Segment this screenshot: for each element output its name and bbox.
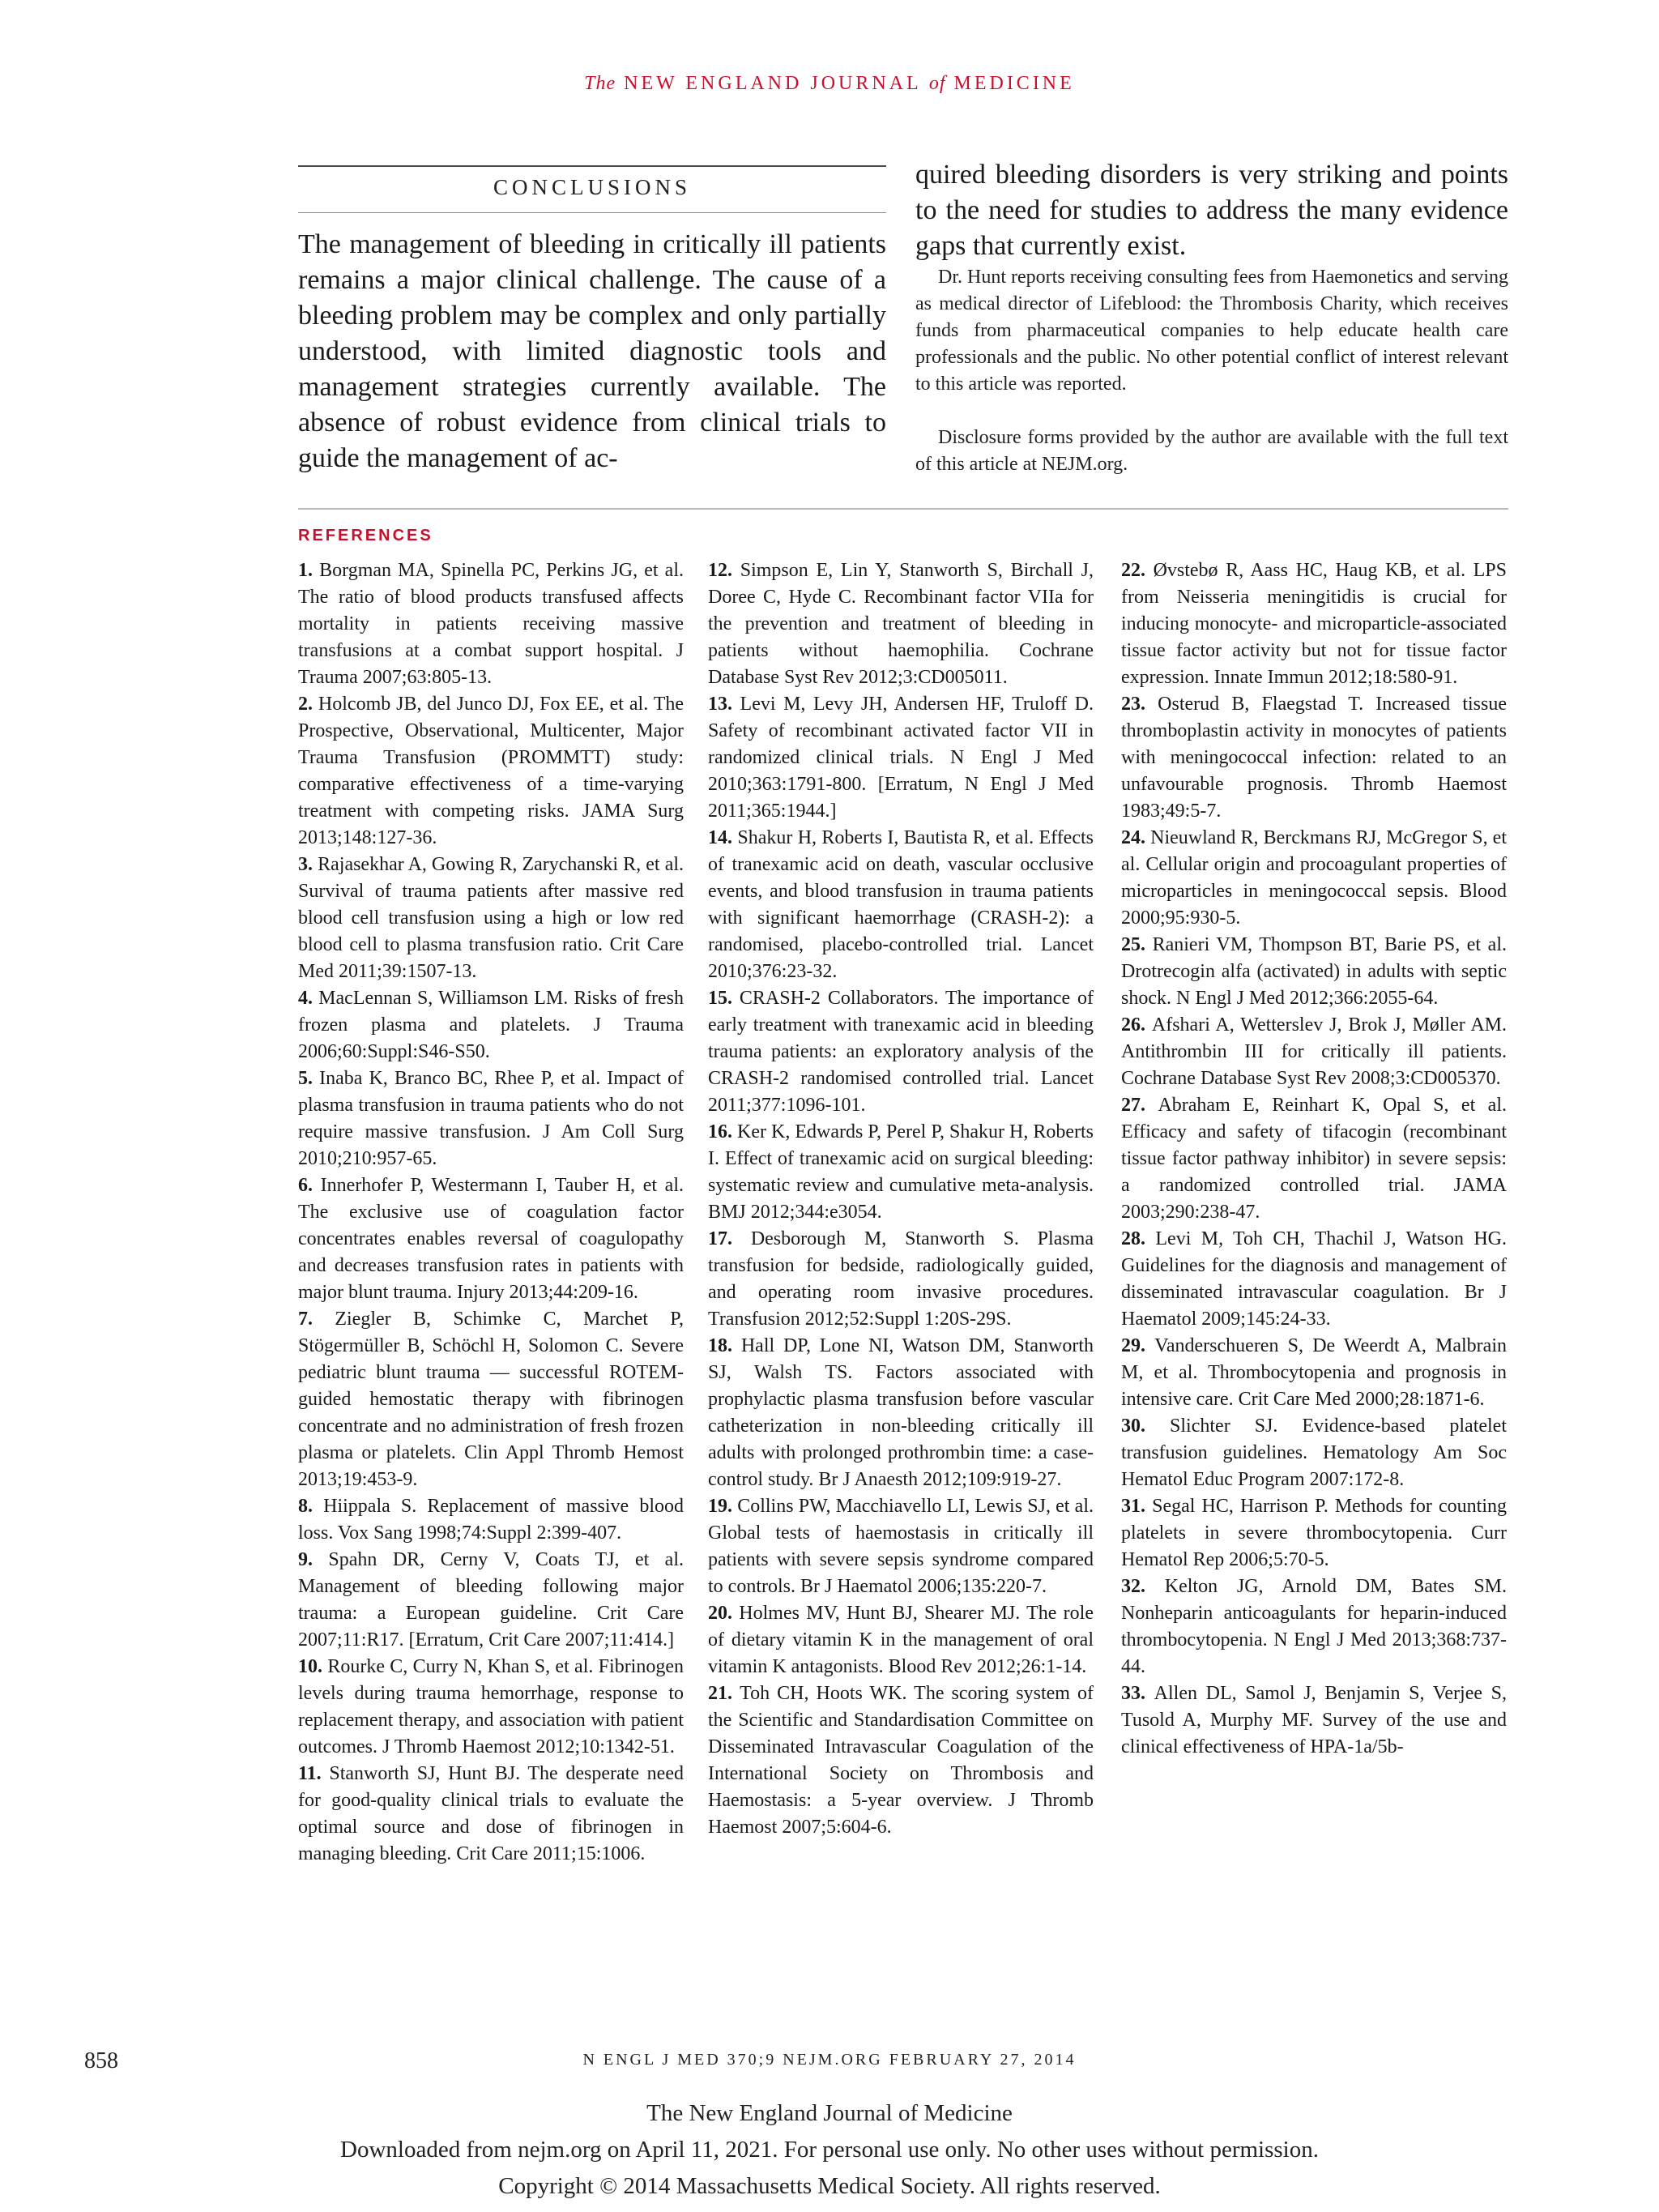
reference-text: Nieuwland R, Berckmans RJ, McGregor S, et al. Cellular origin and procoagulant properties of microparticles in meningococcal sepsis. Blood 2000;95:930-5. — [1121, 827, 1507, 929]
reference-item — [708, 1333, 1094, 1493]
reference-number: 23. — [1121, 694, 1158, 715]
reference-item — [1121, 825, 1507, 932]
reference-number: 33. — [1121, 1683, 1154, 1704]
reference-number: 19. — [708, 1496, 738, 1517]
reference-item — [708, 825, 1094, 985]
reference-number: 11. — [298, 1763, 330, 1784]
reference-text: Inaba K, Branco BC, Rhee P, et al. Impact of plasma transfusion in trauma patients who do not require massive transfusion. J Am Coll Surg 2010;210:957-65. — [298, 1068, 684, 1169]
reference-number: 6. — [298, 1175, 321, 1196]
reference-item — [298, 985, 684, 1065]
reference-item — [708, 1119, 1094, 1226]
reference-number: 27. — [1121, 1095, 1158, 1116]
reference-text: Hall DP, Lone NI, Watson DM, Stanworth SJ, Walsh TS. Factors associated with prophylactic plasma transfusion before vascular catheterization in non-bleeding critically ill adults with prolonged prothrombin time: a case-control study. Br J Anaesth 2012;109:919-27. — [708, 1335, 1094, 1490]
reference-item — [708, 691, 1094, 825]
download-notice: Downloaded from nejm.org on April 11, 2021. For personal use only. No other uses without permission. — [340, 2137, 1319, 2163]
reference-number: 13. — [708, 694, 740, 715]
reference-number: 9. — [298, 1549, 329, 1570]
reference-text: Allen DL, Samol J, Benjamin S, Verjee S, Tusold A, Murphy MF. Survey of the use and clinical effectiveness of HPA-1a/5b- — [1121, 1683, 1507, 1757]
reference-number: 1. — [298, 560, 320, 581]
reference-number: 5. — [298, 1068, 320, 1089]
reference-text: Afshari A, Wetterslev J, Brok J, Møller AM. Antithrombin III for critically ill patients. Cochrane Database Syst Rev 2008;3:CD005370. — [1121, 1014, 1507, 1089]
reference-text: Hiippala S. Replacement of massive blood loss. Vox Sang 1998;74:Suppl 2:399-407. — [298, 1496, 684, 1544]
reference-number: 18. — [708, 1335, 741, 1356]
disclosure-conflict: Dr. Hunt reports receiving consulting fees from Haemonetics and serving as medical director of Lifeblood: the Thrombosis Charity, which receives funds from pharmaceutical companies to help educate health care professionals and the public. No other potential conflict of interest relevant to this article was reported. — [915, 267, 1508, 395]
reference-text: Ranieri VM, Thompson BT, Barie PS, et al. Drotrecogin alfa (activated) in adults with septic shock. N Engl J Med 2012;366:2055-64. — [1121, 934, 1507, 1009]
reference-text: Stanworth SJ, Hunt BJ. The desperate need for good-quality clinical trials to evaluate the optimal source and dose of fibrinogen in managing bleeding. Crit Care 2011;15:1006. — [298, 1763, 684, 1864]
conclusions-top-rule — [298, 165, 886, 167]
reference-text: Ker K, Edwards P, Perel P, Shakur H, Roberts I. Effect of tranexamic acid on surgical bleeding: systematic review and cumulative meta-analysis. BMJ 2012;344:e3054. — [708, 1121, 1094, 1223]
reference-text: Levi M, Levy JH, Andersen HF, Truloff D. Safety of recombinant activated factor VII in randomized clinical trials. N Engl J Med 2010;363:1791-800. [Erratum, N Engl J Med 2011;365:1944.] — [708, 694, 1094, 822]
reference-item — [298, 1493, 684, 1547]
reference-item — [708, 1600, 1094, 1680]
reference-text: Borgman MA, Spinella PC, Perkins JG, et al. The ratio of blood products transfused affects mortality in patients receiving massive transfusions at a combat support hospital. J Trauma 2007;63:805-13. — [298, 560, 684, 688]
reference-text: Øvstebø R, Aass HC, Haug KB, et al. LPS from Neisseria meningitidis is crucial for inducing monocyte- and microparticle-associated tissue factor activity but not for tissue factor expression. Innate Immun 2012;18:580-91. — [1121, 560, 1507, 688]
conclusions-heading: CONCLUSIONS — [493, 175, 692, 199]
reference-item — [708, 557, 1094, 691]
copyright-notice: Copyright © 2014 Massachusetts Medical Society. All rights reserved. — [498, 2173, 1161, 2199]
reference-item — [298, 852, 684, 985]
journal-citation: N ENGL J MED 370;9 NEJM.ORG FEBRUARY 27, 2014 — [582, 2051, 1077, 2069]
disclosure-forms: Disclosure forms provided by the author are available with the full text of this article at NEJM.org. — [915, 427, 1508, 475]
reference-number: 4. — [298, 988, 319, 1009]
reference-item — [298, 691, 684, 852]
reference-text: CRASH-2 Collaborators. The importance of early treatment with tranexamic acid in bleeding trauma patients: an exploratory analysis of the CRASH-2 randomised controlled trial. Lancet 2011;377:1096-101. — [708, 988, 1094, 1116]
reference-number: 7. — [298, 1309, 335, 1330]
reference-number: 21. — [708, 1683, 740, 1704]
reference-text: Slichter SJ. Evidence-based platelet transfusion guidelines. Hematology Am Soc Hematol Educ Program 2007:172-8. — [1121, 1416, 1507, 1490]
masthead-journal-a: NEW ENGLAND JOURNAL — [624, 73, 921, 94]
masthead-of: of — [928, 73, 946, 94]
reference-item — [1121, 1680, 1507, 1761]
reference-item — [1121, 691, 1507, 825]
reference-item — [1121, 1493, 1507, 1574]
reference-text: Holmes MV, Hunt BJ, Shearer MJ. The role of dietary vitamin K in the management of oral vitamin K antagonists. Blood Rev 2012;26:1-14. — [708, 1603, 1094, 1677]
reference-text: Ziegler B, Schimke C, Marchet P, Stögermüller B, Schöchl H, Solomon C. Severe pediatric blunt trauma — successful ROTEM-guided hemostatic therapy with fibrinogen concentrate and no administration of fresh frozen plasma or platelets. Clin Appl Thromb Hemost 2013;19:453-9. — [298, 1309, 684, 1490]
reference-text: Kelton JG, Arnold DM, Bates SM. Nonheparin anticoagulants for heparin-induced thrombocytopenia. N Engl J Med 2013;368:737-44. — [1121, 1576, 1507, 1677]
reference-text: Rourke C, Curry N, Khan S, et al. Fibrinogen levels during trauma hemorrhage, response to replacement therapy, and association with patient outcomes. J Thromb Haemost 2012;10:1342-51. — [298, 1656, 684, 1757]
reference-item — [298, 1306, 684, 1493]
reference-item — [708, 1226, 1094, 1333]
reference-item — [1121, 1574, 1507, 1680]
reference-text: Simpson E, Lin Y, Stanworth S, Birchall J, Doree C, Hyde C. Recombinant factor VIIa for the prevention and treatment of bleeding in patients without haemophilia. Cochrane Database Syst Rev 2012;3:CD005011. — [708, 560, 1094, 688]
reference-number: 28. — [1121, 1228, 1156, 1249]
reference-number: 15. — [708, 988, 740, 1009]
masthead-journal-b: MEDICINE — [953, 73, 1075, 94]
reference-text: Shakur H, Roberts I, Bautista R, et al. Effects of tranexamic acid on death, vascular occlusive events, and blood transfusion in trauma patients with significant haemorrhage (CRASH-2): a randomised, placebo-controlled trial. Lancet 2010;376:23-32. — [708, 827, 1094, 982]
reference-number: 20. — [708, 1603, 740, 1624]
reference-text: Rajasekhar A, Gowing R, Zarychanski R, et al. Survival of trauma patients after massive red blood cell transfusion using a high or low red blood cell to plasma transfusion ratio. Crit Care Med 2011;39:1507-13. — [298, 854, 684, 982]
reference-item — [1121, 1413, 1507, 1493]
download-journal-name: The New England Journal of Medicine — [646, 2100, 1013, 2126]
conclusions-bottom-rule — [298, 212, 886, 213]
reference-number: 25. — [1121, 934, 1153, 955]
reference-text: Desborough M, Stanworth S. Plasma transfusion for bedside, radiologically guided, and operating room invasive procedures. Transfusion 2012;52:Suppl 1:20S-29S. — [708, 1228, 1094, 1330]
reference-item — [298, 1761, 684, 1868]
masthead-the: The — [584, 73, 616, 94]
reference-text: Spahn DR, Cerny V, Coats TJ, et al. Management of bleeding following major trauma: a European guideline. Crit Care 2007;11:R17. [Erratum, Crit Care 2007;11:414.] — [298, 1549, 684, 1650]
reference-item — [1121, 1226, 1507, 1333]
conclusions-text-left: The management of bleeding in critically ill patients remains a major clinical challenge. The cause of a bleeding problem may be complex and only partially understood, with limited diagnostic tools and management strategies currently available. The absence of robust evidence from clinical trials to guide the management of ac- — [298, 229, 886, 473]
references-column-2 — [708, 557, 1094, 2008]
reference-item — [708, 985, 1094, 1119]
reference-item — [1121, 1333, 1507, 1413]
reference-text: Holcomb JB, del Junco DJ, Fox EE, et al. The Prospective, Observational, Multicenter, Major Trauma Transfusion (PROMMTT) study: comparative effectiveness of a time-varying treatment with competing risks. JAMA Surg 2013;148:127-36. — [298, 694, 684, 848]
reference-item — [1121, 1012, 1507, 1092]
reference-number: 31. — [1121, 1496, 1153, 1517]
page-number: 858 — [84, 2048, 118, 2073]
reference-item — [1121, 932, 1507, 1012]
reference-number: 24. — [1121, 827, 1151, 848]
reference-number: 32. — [1121, 1576, 1165, 1597]
reference-text: Abraham E, Reinhart K, Opal S, et al. Efficacy and safety of tifacogin (recombinant tissue factor pathway inhibitor) in severe sepsis: a randomized controlled trial. JAMA 2003;290:238-47. — [1121, 1095, 1507, 1223]
references-column-1 — [298, 557, 684, 2008]
reference-item — [298, 1065, 684, 1172]
reference-text: Toh CH, Hoots WK. The scoring system of the Scientific and Standardisation Committee on Disseminated Intravascular Coagulation of the International Society on Thrombosis and Haemostasis: a 5-year overview. J Thromb Haemost 2007;5:604-6. — [708, 1683, 1094, 1838]
references-divider — [298, 508, 1508, 510]
reference-number: 30. — [1121, 1416, 1171, 1437]
conclusions-text-right: quired bleeding disorders is very striking and points to the need for studies to address the many evidence gaps that currently exist. — [915, 160, 1508, 261]
reference-number: 29. — [1121, 1335, 1155, 1356]
reference-text: Innerhofer P, Westermann I, Tauber H, et al. The exclusive use of coagulation factor concentrates enables reversal of coagulopathy and decreases transfusion rates in patients with major blunt trauma. Injury 2013;44:209-16. — [298, 1175, 684, 1303]
reference-number: 16. — [708, 1121, 738, 1142]
reference-item — [708, 1493, 1094, 1600]
reference-text: Collins PW, Macchiavello LI, Lewis SJ, et al. Global tests of haemostasis in critically ill patients with severe sepsis syndrome compared to controls. Br J Haematol 2006;135:220-7. — [708, 1496, 1094, 1597]
reference-text: Segal HC, Harrison P. Methods for counting platelets in severe thrombocytopenia. Curr Hematol Rep 2006;5:70-5. — [1121, 1496, 1507, 1570]
references-heading: REFERENCES — [298, 527, 433, 544]
reference-number: 3. — [298, 854, 318, 875]
reference-item — [298, 1547, 684, 1654]
reference-text: Osterud B, Flaegstad T. Increased tissue thromboplastin activity in monocytes of patients with meningococcal infection: related to an unfavourable prognosis. Thromb Haemost 1983;49:5-7. — [1121, 694, 1507, 822]
reference-number: 26. — [1121, 1014, 1152, 1036]
reference-text: MacLennan S, Williamson LM. Risks of fresh frozen plasma and platelets. J Trauma 2006;60:Suppl:S46-S50. — [298, 988, 684, 1062]
reference-text: Levi M, Toh CH, Thachil J, Watson HG. Guidelines for the diagnosis and management of disseminated intravascular coagulation. Br J Haematol 2009;145:24-33. — [1121, 1228, 1507, 1330]
reference-item — [298, 1172, 684, 1306]
references-column-3 — [1121, 557, 1507, 2008]
reference-number: 2. — [298, 694, 318, 715]
reference-item — [1121, 1092, 1507, 1226]
reference-number: 22. — [1121, 560, 1154, 581]
reference-number: 12. — [708, 560, 740, 581]
reference-number: 10. — [298, 1656, 328, 1677]
reference-item — [298, 1654, 684, 1761]
reference-number: 17. — [708, 1228, 751, 1249]
reference-item — [1121, 557, 1507, 691]
reference-item — [298, 557, 684, 691]
journal-masthead — [0, 73, 1659, 95]
reference-text: Vanderschueren S, De Weerdt A, Malbrain M, et al. Thrombocytopenia and prognosis in intensive care. Crit Care Med 2000;28:1871-6. — [1121, 1335, 1507, 1410]
reference-number: 14. — [708, 827, 738, 848]
reference-item — [708, 1680, 1094, 1841]
reference-number: 8. — [298, 1496, 324, 1517]
